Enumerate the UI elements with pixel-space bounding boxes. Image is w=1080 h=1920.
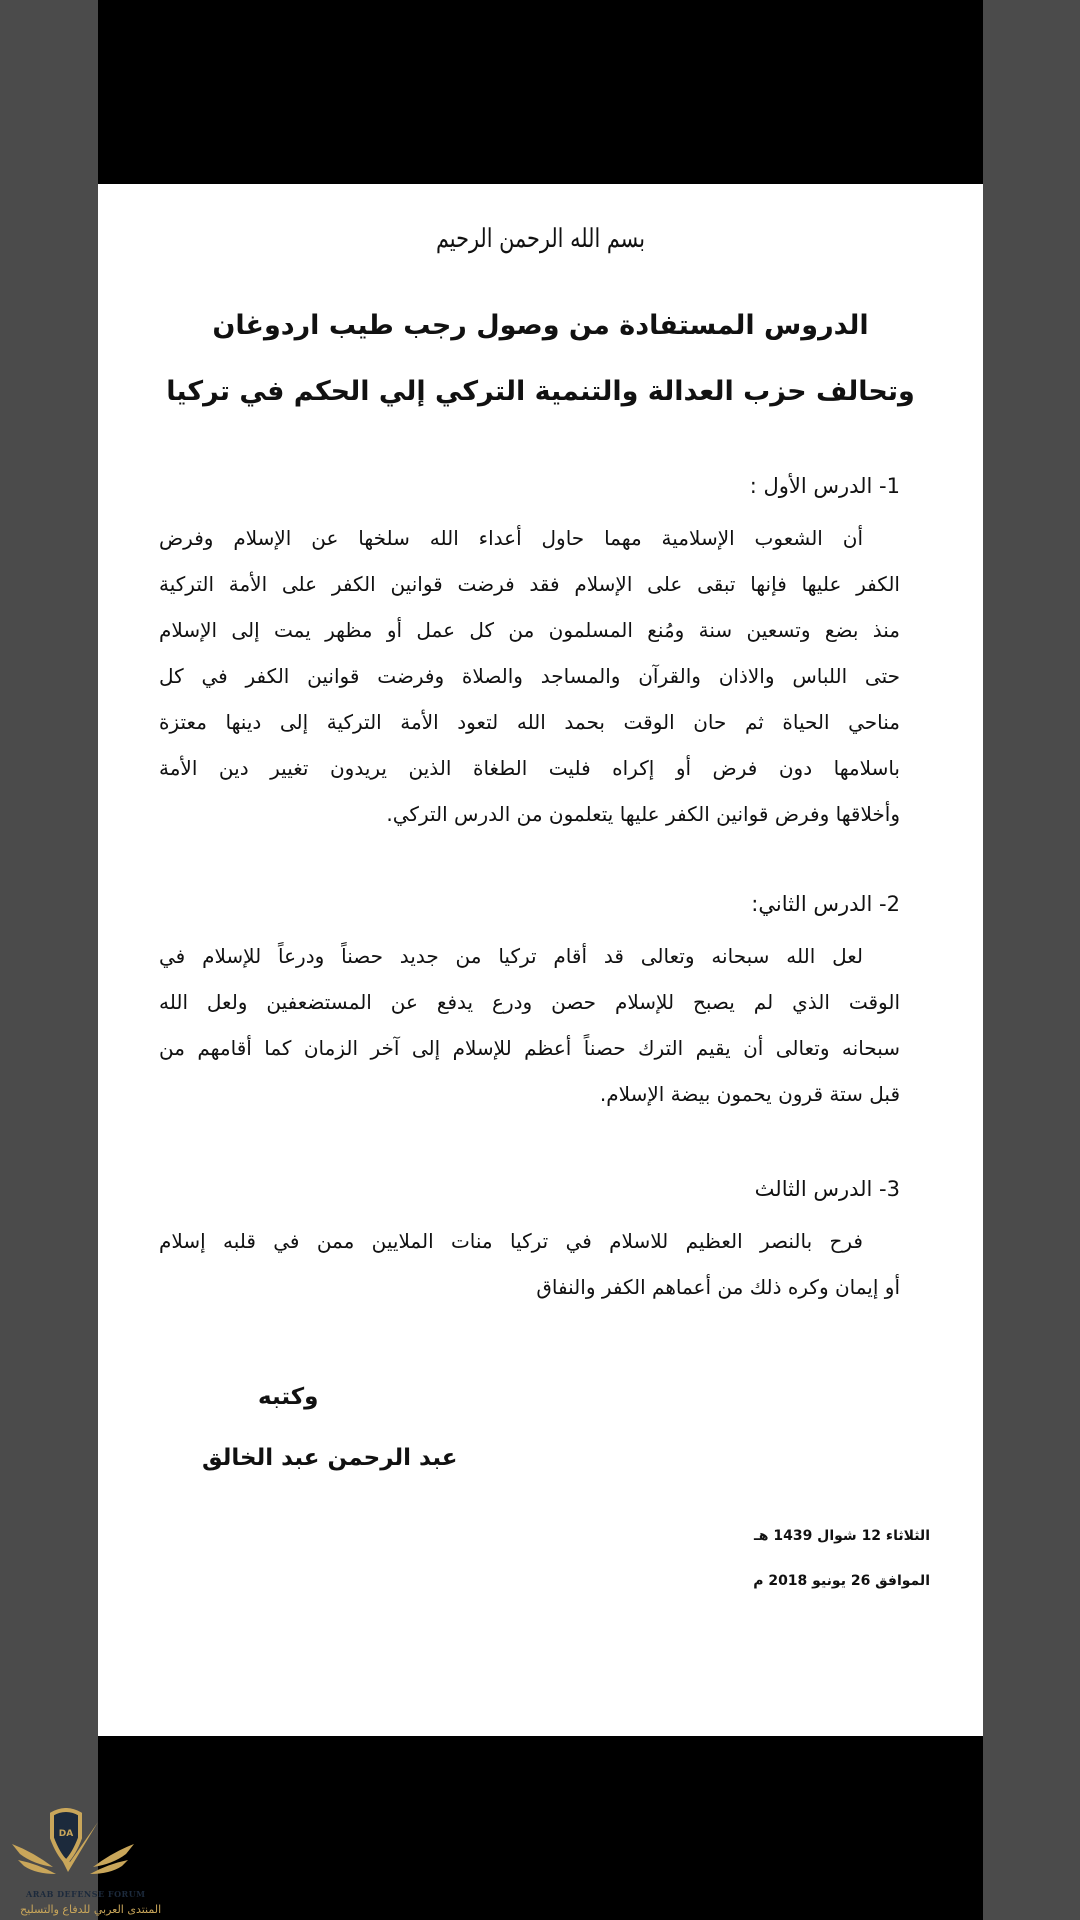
title-line-1: الدروس المستفادة من وصول رجب طيب اردوغان — [212, 310, 869, 341]
document-page — [98, 184, 983, 1736]
watermark-english: ARAB DEFENSE FORUM — [26, 1889, 146, 1899]
right-gray-border — [983, 0, 1080, 1920]
author-name: عبد الرحمن عبد الخالق — [202, 1445, 458, 1471]
lesson-1-line: الكفر عليها فإنها تبقى على الإسلام فقد فرضت قوانين الكفر على الأمة التركية — [159, 572, 900, 596]
left-gray-border — [0, 0, 98, 1920]
basmala: بسم الله الرحمن الرحيم — [435, 224, 646, 254]
logo-initials: DA — [58, 1829, 74, 1839]
lesson-1-line: باسلامها دون فرض أو إكراه فليت الطغاة الذين يريدون تغيير دين الأمة — [159, 756, 900, 780]
lesson-1-line: منذ بضع وتسعين سنة ومُنع المسلمون من كل عمل أو مظهر يمت إلى الإسلام — [159, 618, 900, 642]
lesson-1-line: حتى اللباس والاذان والقرآن والمساجد والصلاة وفرضت قوانين الكفر في كل — [159, 664, 900, 688]
lesson-3-heading: 3- الدرس الثالث — [754, 1177, 900, 1201]
lesson-2-line: سبحانه وتعالى أن يقيم الترك حصناً أعظم للإسلام إلى آخر الزمان كما أقامهم من — [159, 1036, 900, 1060]
lesson-1-line: أن الشعوب الإسلامية مهما حاول أعداء الله سلخها عن الإسلام وفرض — [159, 526, 863, 550]
lesson-3-line: أو إيمان وكره ذلك من أعماهم الكفر والنفاق — [536, 1275, 900, 1299]
lesson-2-heading: 2- الدرس الثاني: — [751, 892, 900, 916]
lesson-2-line: الوقت الذي لم يصبح للإسلام حصن ودرع يدفع عن المستضعفين ولعل الله — [159, 990, 900, 1014]
arab-defense-forum-logo — [8, 1808, 138, 1888]
hijri-date: الثلاثاء 12 شوال 1439 هـ — [753, 1528, 930, 1544]
signature-label: وكتبه — [258, 1384, 319, 1410]
lesson-1-line: مناحي الحياة ثم حان الوقت بحمد الله لتعود الأمة التركية إلى دينها معتزة — [159, 710, 900, 734]
title-line-2: وتحالف حزب العدالة والتنمية التركي إلي الحكم في تركيا — [166, 376, 915, 407]
lesson-1-heading: 1- الدرس الأول : — [749, 474, 900, 498]
gregorian-date: الموافق 26 يونيو 2018 م — [753, 1573, 930, 1589]
lesson-3-line: فرح بالنصر العظيم للاسلام في تركيا منات الملايين ممن في قلبه إسلام — [159, 1229, 863, 1253]
lesson-2-line: قبل ستة قرون يحمون بيضة الإسلام. — [599, 1082, 900, 1106]
watermark-arabic: المنتدى العربي للدفاع والتسليح — [20, 1903, 162, 1916]
lesson-1-line: وأخلاقها وفرض قوانين الكفر عليها يتعلمون من الدرس التركي. — [386, 802, 900, 826]
lesson-2-line: لعل الله سبحانه وتعالى قد أقام تركيا من جديد حصناً ودرعاً للإسلام في — [159, 944, 863, 968]
